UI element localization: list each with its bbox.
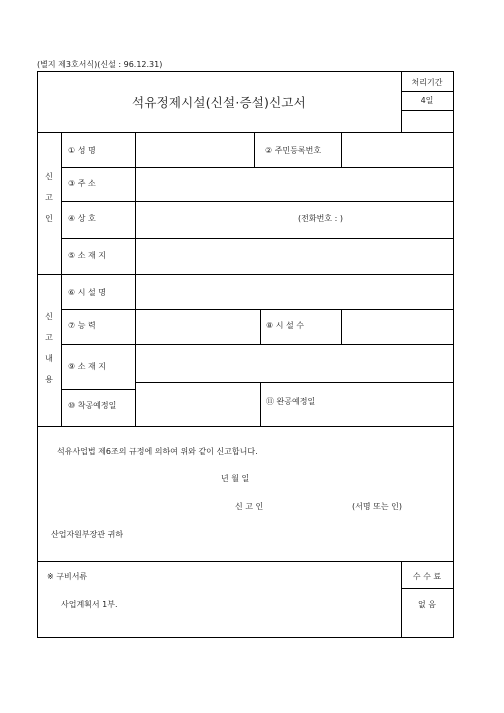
required-documents-item: 사업계획서 1부. — [61, 600, 118, 609]
section-line — [37, 274, 454, 275]
form-number-note: (별지 제3호서식)(신설 : 96.12.31) — [37, 60, 163, 69]
row-line — [61, 309, 454, 310]
processing-divider-1 — [401, 91, 453, 92]
applicant-label-char: 신 — [45, 172, 53, 181]
capacity-label: ⑦ 능 력 — [68, 321, 96, 330]
phone-label: (전화번호 : ) — [298, 214, 343, 223]
capacity-row-divider — [260, 309, 261, 344]
details-location-label: ⑨ 소 재 지 — [68, 362, 106, 371]
row-line-short — [61, 389, 135, 390]
processing-period-label: 처리기간 — [411, 78, 443, 87]
details-label-char: 신 — [45, 312, 53, 321]
name-label: ① 성 명 — [68, 146, 96, 155]
row-line — [61, 344, 454, 345]
fee-row-line — [401, 588, 453, 589]
details-label-char: 내 — [45, 354, 53, 363]
resident-number-divider — [341, 132, 342, 167]
declaration-statement: 석유사업법 제6조의 규정에 의하여 위와 같이 신고합니다. — [57, 447, 258, 456]
declarant-label: 신 고 인 — [235, 502, 264, 511]
resident-number-label: ② 주민등록번호 — [265, 146, 322, 155]
processing-period-value: 4일 — [420, 96, 434, 105]
row-line — [135, 382, 454, 383]
declaration-date: 년 월 일 — [221, 474, 250, 483]
signature-label: (서명 또는 인) — [352, 502, 402, 511]
fee-label: 수 수 료 — [412, 572, 442, 581]
details-label-char: 용 — [45, 375, 53, 384]
row-line — [61, 167, 454, 168]
completion-date-label: ⑪ 완공예정일 — [266, 397, 316, 406]
facility-count-label: ⑧ 시 설 수 — [266, 321, 304, 330]
section-label-divider — [61, 132, 62, 426]
name-row-divider — [254, 132, 255, 167]
applicant-section-label — [43, 172, 55, 235]
addressee: 산업자원부장관 귀하 — [51, 530, 124, 539]
required-documents-label: ※ 구비서류 — [47, 572, 88, 581]
processing-divider-2 — [401, 110, 453, 111]
details-label-char: 고 — [45, 333, 53, 342]
section-line — [37, 561, 454, 562]
form-title: 석유정제시설(신설·증설)신고서 — [132, 95, 306, 110]
facility-count-divider — [341, 309, 342, 344]
row-line — [61, 201, 454, 202]
address-label: ③ 주 소 — [68, 179, 96, 188]
facility-name-label: ⑥ 시 설 명 — [68, 288, 106, 297]
form-frame — [37, 71, 454, 638]
row-line — [61, 238, 454, 239]
applicant-label-char: 인 — [45, 214, 53, 223]
applicant-label-char: 고 — [45, 193, 53, 202]
applicant-location-label: ⑤ 소 재 지 — [68, 251, 106, 260]
section-line — [37, 426, 454, 427]
details-section-label — [43, 312, 55, 396]
trade-name-label: ④ 상 호 — [68, 214, 96, 223]
date-row-divider — [260, 382, 261, 426]
header-bottom-line — [37, 132, 454, 133]
start-date-label: ⑩ 착공예정일 — [68, 401, 117, 410]
fee-value: 없 음 — [418, 600, 436, 609]
